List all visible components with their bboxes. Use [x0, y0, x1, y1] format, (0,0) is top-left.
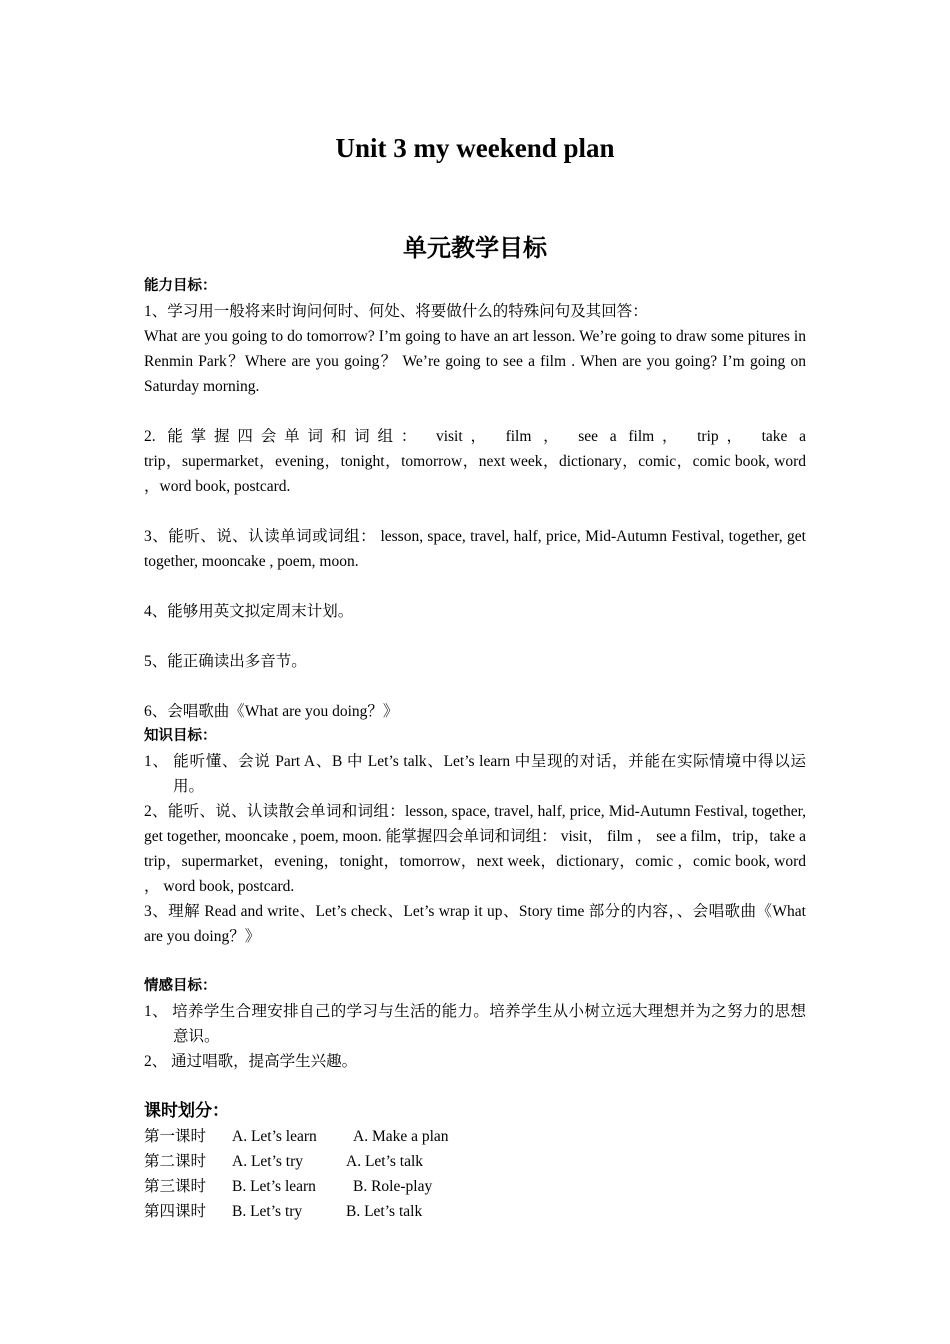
spacer: [144, 624, 806, 649]
ability-item-1-title: 1、学习用一般将来时询问何时、何处、将要做什么的特殊问句及其回答：: [144, 303, 648, 320]
ability-item-4: 4、能够用英文拟定周末计划。: [144, 603, 354, 620]
knowledge-heading: 知识目标：: [144, 728, 217, 744]
knowledge-item-3: 3、理解 Read and write、Let’s check、Let’s wrap it up、Story time 部分的内容，、会唱歌曲《What are you doing？》: [144, 903, 806, 945]
spacer: [144, 574, 806, 599]
ability-heading: 能力目标：: [144, 278, 217, 294]
schedule-part: A. Let’s try: [232, 1153, 304, 1170]
schedule-part: B. Let’s learn: [232, 1178, 316, 1195]
schedule-lesson: 第一课时: [144, 1128, 207, 1145]
emotion-heading: 情感目标：: [144, 978, 217, 994]
spacer: [144, 949, 806, 974]
spacer: [144, 399, 806, 424]
schedule-lesson: 第二课时: [144, 1153, 207, 1170]
schedule-part: A. Let’s talk: [346, 1153, 424, 1170]
schedule-part: B. Let’s try: [232, 1203, 303, 1220]
knowledge-item-1: 1、 能听懂、会说 Part A、B 中 Let’s talk、Let’s learn 中呈现的对话，并能在实际情境中得以运用。: [144, 753, 806, 795]
ability-item-2-text: trip，supermarket，evening，tonight，tomorrow，next week，dictionary，comic，comic book, word ，word book, postcard.: [144, 453, 806, 495]
schedule-part: A. Let’s learn: [232, 1128, 317, 1145]
page-title: Unit 3 my weekend plan: [335, 133, 615, 163]
ability-item-6: 6、会唱歌曲《What are you doing？》: [144, 703, 399, 720]
schedule-part: B. Role-play: [353, 1178, 433, 1195]
schedule-heading: 课时划分：: [144, 1101, 229, 1121]
document-body: [144, 274, 806, 1224]
schedule-lesson: 第三课时: [144, 1178, 207, 1195]
schedule-part: A. Make a plan: [353, 1128, 449, 1145]
knowledge-item-2: 2、能听、说、认读散会单词和词组：lesson, space, travel, half, price, Mid-Autumn Festival, together, get together, mooncake , poem, moon. 能掌握四会单词和词组： visit， film ， see a film，trip，take a trip，supermarket，evening，tonight，tomorrow，next week，dictionary，comic ，comic book, word ， word book, postcard.: [144, 803, 806, 895]
emotion-item-1: 1、 培养学生合理安排自己的学习与生活的能力。培养学生从小树立远大理想并为之努力的思想意识。: [144, 1003, 806, 1045]
spacer: [144, 499, 806, 524]
section-title: 单元教学目标: [403, 234, 547, 262]
schedule-row: [144, 1124, 806, 1149]
emotion-item-2: 2、 通过唱歌，提高学生兴趣。: [144, 1053, 358, 1070]
schedule-row: [144, 1199, 806, 1224]
spacer: [144, 674, 806, 699]
ability-item-2-line1: 2. 能掌握四会单词和词组： visit， film ， see a film， trip， take a: [144, 428, 806, 445]
schedule-part: B. Let’s talk: [346, 1203, 423, 1220]
schedule-row: [144, 1149, 806, 1174]
spacer: [144, 1074, 806, 1099]
ability-item-3: 3、能听、说、认读单词或词组： lesson, space, travel, half, price, Mid-Autumn Festival, together, get together, mooncake , poem, moon.: [144, 528, 806, 570]
schedule-lesson: 第四课时: [144, 1203, 207, 1220]
ability-item-5: 5、能正确读出多音节。: [144, 653, 307, 670]
schedule-row: [144, 1174, 806, 1199]
ability-item-1-text: What are you going to do tomorrow? I’m going to have an art lesson. We’re going to draw some pitures in Renmin Park？Where are you going？ We’re going to see a film . When are you going? I’m going on Saturday morning.: [144, 328, 806, 395]
